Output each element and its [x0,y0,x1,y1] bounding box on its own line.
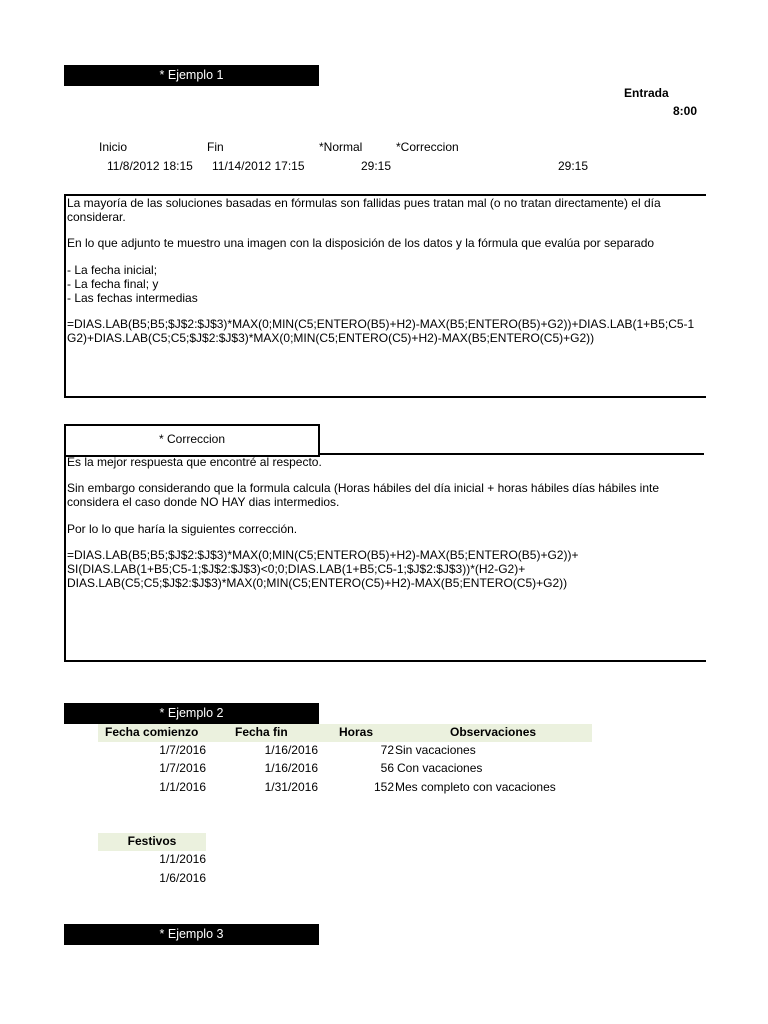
ejemplo1-title: * Ejemplo 1 [159,68,224,82]
formula-line: =DIAS.LAB(B5;B5;$J$2:$J$3)*MAX(0;MIN(C5;ENTERO(B5)+H2)-MAX(B5;ENTERO(B5)+G2))+ [67,548,579,562]
ejemplo1-title-bar [64,65,319,86]
textbox-line: - La fecha inicial; [67,263,158,277]
textbox-line: - Las fechas intermedias [67,291,198,305]
ejemplo1-textbox [64,194,706,398]
cell-inicio: 11/8/2012 18:15 [107,159,193,173]
table-cell-comienzo: 1/1/2016 [159,780,206,794]
formula-line: G2)+DIAS.LAB(C5;C5;$J$2:$J$3)*MAX(0;MIN(C5;ENTERO(C5)+H2)-MAX(B5;ENTERO(C5)+G2)) [67,331,595,345]
formula-line: DIAS.LAB(C5;C5;$J$2:$J$3)*MAX(0;MIN(C5;ENTERO(C5)+H2)-MAX(B5;ENTERO(C5)+G2)) [67,576,568,590]
entrada-label: Entrada [624,86,669,100]
textbox-line: Es la mejor respuesta que encontré al respecto. [67,455,322,469]
correccion-title: * Correccion [158,432,226,446]
table-cell-horas: 72 [380,743,394,757]
textbox-line: - La fecha final; y [67,277,159,291]
correccion-textbox [64,455,706,662]
textbox-line: Sin embargo considerando que la formula calcula (Horas hábiles del día inicial + horas hábiles días hábiles inte [67,481,660,495]
table-cell-fin: 1/31/2016 [264,780,318,794]
table-cell-obs: Con vacaciones [397,761,483,775]
formula-line: SI(DIAS.LAB(1+B5;C5-1;$J$2:$J$3)<0;0;DIAS.LAB(1+B5;C5-1;$J$2:$J$3))*(H2-G2)+ [67,562,526,576]
cell-normal: 29:15 [361,159,392,173]
textbox-line: La mayoría de las soluciones basadas en fórmulas son fallidas pues tratan mal (o no tratan directamente) el día [67,196,661,210]
festivos-header: Festivos [127,834,177,848]
textbox-line: En lo que adjunto te muestro una imagen con la disposición de los datos y la fórmula que evalúa por separado [67,236,655,250]
table-cell-fin: 1/16/2016 [264,743,318,757]
col-normal-header: *Normal [319,140,363,154]
ejemplo2-title: * Ejemplo 2 [159,706,224,720]
formula-line: =DIAS.LAB(B5;B5;$J$2:$J$3)*MAX(0;MIN(C5;ENTERO(B5)+H2)-MAX(B5;ENTERO(B5)+G2))+DIAS.LAB(1+B5;C5-1 [67,317,695,331]
textbox-line: considerar. [67,210,126,224]
table-cell-comienzo: 1/7/2016 [159,761,206,775]
col-correccion-header: *Correccion [396,140,459,154]
cell-fin: 11/14/2012 17:15 [212,159,305,173]
table-cell-fin: 1/16/2016 [264,761,318,775]
correccion-title-box [64,424,320,457]
header-fecha-fin: Fecha fin [235,725,288,739]
festivo-date: 1/6/2016 [159,871,206,885]
festivo-date: 1/1/2016 [159,852,206,866]
table-cell-horas: 152 [373,780,394,794]
ejemplo2-title-bar [64,703,319,724]
table-cell-obs: Sin vacaciones [395,743,476,757]
textbox-line: Por lo lo que haría la siguientes corrección. [67,522,298,536]
header-horas: Horas [339,725,374,739]
table-cell-horas: 56 [380,761,394,775]
table-cell-obs: Mes completo con vacaciones [395,780,556,794]
table-cell-comienzo: 1/7/2016 [159,743,206,757]
ejemplo3-title-bar [64,924,319,945]
ejemplo3-title: * Ejemplo 3 [159,927,224,941]
col-fin-header: Fin [207,140,224,154]
header-fecha-comienzo: Fecha comienzo [105,725,199,739]
header-observaciones: Observaciones [450,725,537,739]
col-inicio-header: Inicio [99,140,128,154]
entrada-value: 8:00 [673,104,698,118]
cell-correccion: 29:15 [558,159,589,173]
textbox-line: considera el caso donde NO HAY dias intermedios. [67,495,340,509]
